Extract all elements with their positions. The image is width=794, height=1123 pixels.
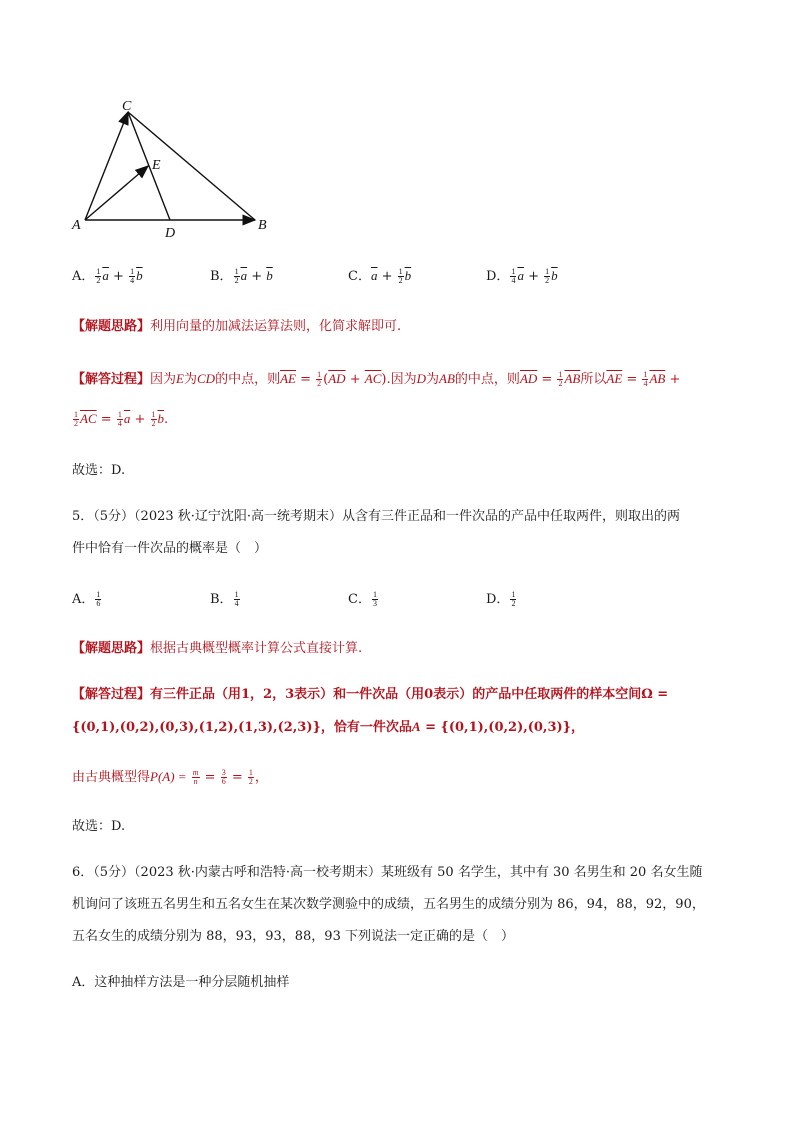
fraction: $\frac{1}{4}$	[117, 410, 122, 428]
vector: $\overline{AC}$	[80, 411, 97, 426]
vector: $\overline{AB}$	[564, 371, 581, 386]
q6-stem-line3: 五名女生的成绩分别为 88，93，93，88，93 下列说法一定正确的是（ ）	[72, 929, 514, 944]
vector: $\overline{AE}$	[606, 371, 623, 386]
vector-a: $\overline{a}$	[123, 411, 131, 426]
text: 因为	[150, 372, 177, 387]
process-tag: 【解答过程】	[72, 687, 151, 702]
equals: =	[100, 412, 112, 427]
q5-solution-idea	[72, 640, 362, 658]
vector: $\overline{AB}$	[649, 371, 666, 386]
equals: =	[204, 770, 216, 785]
option-letter: A．	[72, 592, 95, 607]
fraction: $\frac{1}{3}$	[372, 590, 377, 608]
q4-solution-process-line2	[72, 410, 168, 429]
fraction: $\frac{1}{2}$	[151, 410, 156, 428]
option-letter: A．	[72, 269, 95, 284]
plus-sign: +	[134, 412, 146, 427]
option-letter: D．	[486, 269, 510, 284]
q6-stem-line2: 机询问了该班五名男生和五名女生在某次数学测验中的成绩，五名男生的成绩分别为 86，94，88，92，90，	[72, 897, 705, 912]
fraction: $\frac{1}{2}$	[511, 590, 516, 608]
math-var: E	[176, 371, 184, 386]
text: 因为	[390, 372, 417, 387]
plus-sign: +	[669, 372, 681, 387]
fraction: $\frac{1}{2}$	[558, 370, 563, 388]
math-var: AB	[439, 371, 455, 386]
q5-stem-line2: 件中恰有一件次品的概率是（ ）	[72, 541, 268, 556]
q4-option-c[interactable]	[348, 267, 411, 286]
fraction: $\frac{3}{6}$	[221, 768, 226, 786]
process-tag: 【解答过程】	[72, 372, 151, 387]
text: 的中点，则	[215, 372, 281, 387]
q5-solution-process-line2	[72, 718, 584, 737]
option-letter: B．	[210, 269, 233, 284]
option-letter: B．	[210, 592, 233, 607]
q4-option-b[interactable]	[210, 267, 273, 286]
label-A: A	[72, 218, 81, 233]
q5-answer: 故选：D.	[72, 819, 126, 834]
fraction: $\frac{1}{2}$	[248, 768, 253, 786]
sample-space: {(0,1),(0,2),(0,3),(1,2),(1,3),(2,3)}，恰有一件次品	[72, 720, 412, 735]
q4-solution-idea	[72, 318, 401, 336]
vector-a: $\overline{a}$	[517, 268, 524, 283]
q4-option-d[interactable]	[486, 267, 558, 286]
paren: ).	[381, 372, 391, 387]
vector-b: $\overline{b}$	[266, 268, 273, 283]
plus-sign: +	[251, 269, 263, 284]
process-text: 有三件正品（用1，2，3表示）和一件次品（用0表示）的产品中任取两件的样本空间Ω =	[150, 687, 669, 702]
q5-option-b[interactable]	[210, 591, 241, 609]
q4-solution-process-line1	[72, 370, 680, 389]
fraction: $\frac{1}{2}$	[234, 267, 239, 285]
plus-sign: +	[113, 269, 124, 284]
q5-solution-process-line3	[72, 768, 268, 787]
math-var: A	[411, 719, 421, 734]
text: ，	[254, 770, 268, 785]
q5-stem-line1: 5．（5分）（2023 秋·辽宁沈阳·高一统考期末）从含有三件正品和一件次品的产品中任取两件，则取出的两	[72, 509, 681, 524]
vector-b: $\overline{b}$	[136, 268, 143, 283]
math-var: CD	[197, 371, 216, 386]
q5-option-c[interactable]	[348, 591, 379, 609]
text: 的中点，则	[454, 372, 520, 387]
segment-AE	[85, 166, 148, 220]
label-E: E	[152, 158, 161, 173]
label-C: C	[122, 99, 132, 114]
fraction: $\frac{1}{2}$	[74, 410, 78, 428]
fraction: $\frac{1}{4}$	[234, 590, 239, 608]
fraction: $\frac{1}{2}$	[398, 267, 403, 285]
q5-option-d[interactable]	[486, 591, 517, 609]
math-expr: P(A) =	[150, 769, 187, 784]
plus-sign: +	[528, 269, 539, 284]
fraction: $\frac{1}{4}$	[511, 267, 516, 285]
vector: $\overline{AC}$	[364, 371, 382, 386]
vector: $\overline{AD}$	[519, 371, 538, 386]
q6-stem-line1: 6．（5分）（2023 秋·内蒙古呼和浩特·高一校考期末）某班级有 50 名学生，其中有 30 名男生和 20 名女生随	[72, 865, 703, 880]
q4-answer: 故选：D.	[72, 463, 126, 478]
vector-a: $\overline{a}$	[102, 268, 109, 283]
idea-text: 利用向量的加减法运算法则，化简求解即可.	[150, 319, 402, 334]
fraction: $\frac{1}{4}$	[130, 267, 135, 285]
equals: =	[541, 372, 553, 387]
option-letter: D．	[486, 592, 510, 607]
fraction: $\frac{1}{2}$	[96, 267, 101, 285]
vector-b: $\overline{b}$	[551, 268, 558, 283]
text: 所以	[580, 372, 607, 387]
q4-option-a[interactable]	[72, 267, 143, 286]
q6-option-a[interactable]: A．这种抽样方法是一种分层随机抽样	[72, 975, 290, 990]
q5-option-a[interactable]	[72, 591, 102, 609]
option-letter: C．	[348, 592, 371, 607]
label-B: B	[258, 218, 267, 233]
plus-sign: +	[349, 372, 361, 387]
label-D: D	[165, 226, 176, 241]
idea-text: 根据古典概型概率计算公式直接计算.	[150, 641, 363, 656]
fraction: $\frac{m}{n}$	[192, 768, 199, 786]
text: .	[164, 412, 169, 427]
math-var: D	[416, 371, 427, 386]
paren: (	[323, 372, 329, 387]
idea-tag: 【解题思路】	[72, 319, 151, 334]
vector: $\overline{AE}$	[280, 371, 296, 386]
q5-solution-process-line1	[72, 686, 668, 704]
fraction: $\frac{1}{6}$	[96, 590, 101, 608]
text: 为	[426, 372, 440, 387]
triangle-figure	[60, 92, 280, 242]
idea-tag: 【解题思路】	[72, 641, 151, 656]
vector: $\overline{AD}$	[328, 371, 346, 386]
event-set: = {(0,1),(0,2),(0,3)}，	[420, 720, 585, 735]
equals: =	[626, 372, 638, 387]
fraction: $\frac{1}{2}$	[545, 267, 550, 285]
segment-CD	[128, 112, 170, 220]
vector-b: $\overline{b}$	[157, 411, 164, 426]
plus-sign: +	[381, 269, 393, 284]
segment-AC	[85, 112, 128, 220]
fraction: $\frac{1}{2}$	[317, 370, 322, 388]
vector-a: $\overline{a}$	[370, 268, 378, 283]
vector-a: $\overline{a}$	[240, 268, 248, 283]
fraction: $\frac{1}{4}$	[643, 370, 648, 388]
text: 为	[183, 372, 197, 387]
equals: =	[300, 372, 312, 387]
equals: =	[231, 770, 243, 785]
vector-b: $\overline{b}$	[404, 268, 412, 283]
text: 由古典概型得	[72, 770, 151, 785]
option-letter: C．	[348, 269, 371, 284]
